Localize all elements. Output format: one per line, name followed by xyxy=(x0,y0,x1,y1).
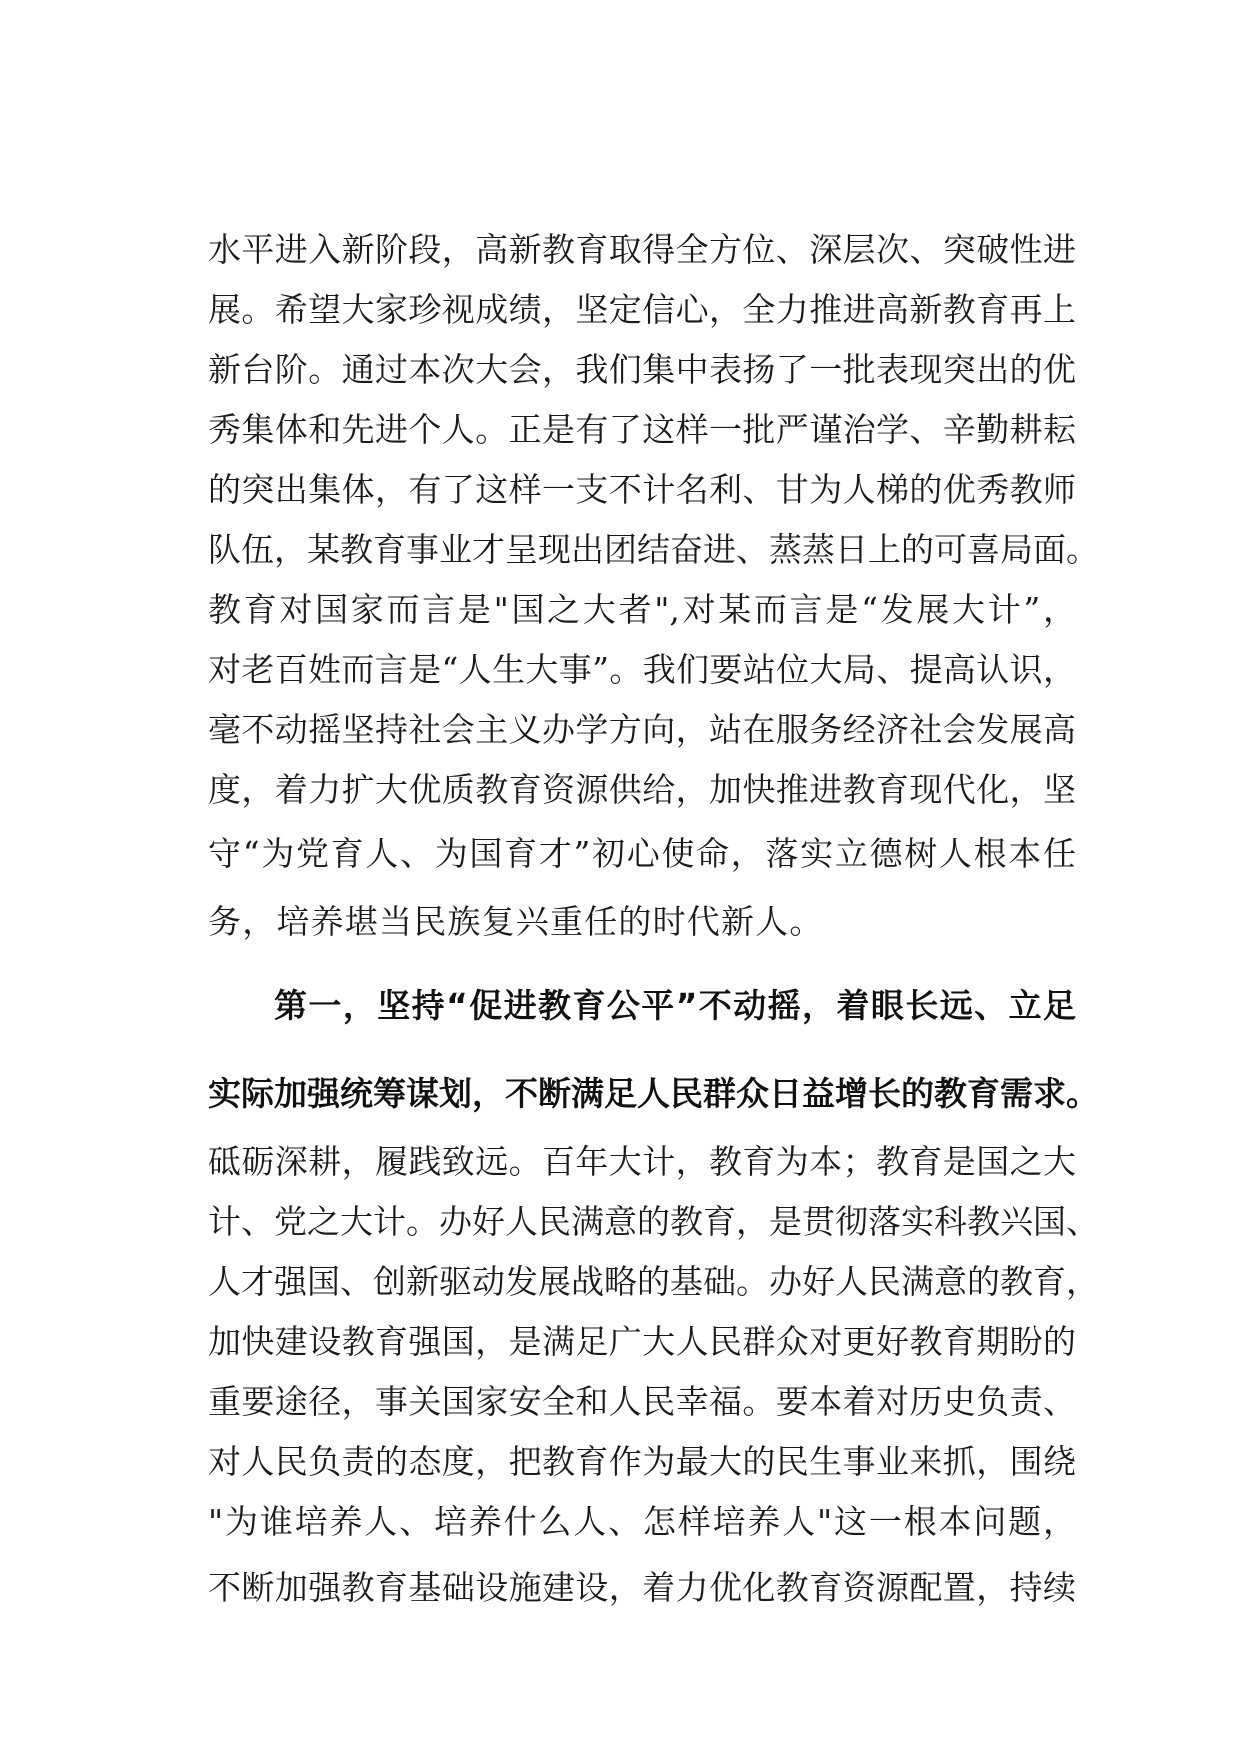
body-text-line: 重要途径，事关国家安全和人民幸福。要本着对历史负责、 xyxy=(208,1382,1076,1421)
body-text-line: 展。希望大家珍视成绩，坚定信心，全力推进高新教育再上 xyxy=(208,290,1076,329)
body-text-line: 加快建设教育强国，是满足广大人民群众对更好教育期盼的 xyxy=(208,1322,1076,1361)
body-text-line: 不断加强教育基础设施建设，着力优化教育资源配置，持续 xyxy=(208,1568,1076,1607)
body-text-line: 新台阶。通过本次大会，我们集中表扬了一批表现突出的优 xyxy=(208,350,1076,389)
section-heading-line: 实际加强统筹谋划，不断满足人民群众日益增长的教育需求。 xyxy=(208,1074,1099,1113)
body-text-line: "为谁培养人、培养什么人、怎样培养人"这一根本问题， xyxy=(208,1502,1076,1541)
body-text-line: 计、党之大计。办好人民满意的教育，是贯彻落实科教兴国、 xyxy=(208,1202,1099,1241)
body-text-line: 人才强国、创新驱动发展战略的基础。办好人民满意的教育， xyxy=(208,1262,1099,1301)
body-text-line: 务，培养堪当民族复兴重任的时代新人。 xyxy=(208,902,824,941)
body-text-line: 的突出集体，有了这样一支不计名利、甘为人梯的优秀教师 xyxy=(208,470,1076,509)
body-text-line: 守“为党育人、为国育才”初心使命，落实立德树人根本任 xyxy=(208,834,1076,873)
body-text-line: 水平进入新阶段，高新教育取得全方位、深层次、突破性进 xyxy=(208,230,1076,269)
body-text-line: 教育对国家而言是"国之大者",对某而言是“发展大计”， xyxy=(208,590,1076,629)
body-text-line: 度，着力扩大优质教育资源供给，加快推进教育现代化，坚 xyxy=(208,770,1076,809)
body-text-line: 对人民负责的态度，把教育作为最大的民生事业来抓，围绕 xyxy=(208,1442,1076,1481)
body-text-line: 砥砺深耕，履践致远。百年大计，教育为本；教育是国之大 xyxy=(208,1142,1076,1181)
section-heading-line: 第一，坚持“促进教育公平”不动摇，着眼长远、立足 xyxy=(274,986,1076,1025)
body-text-line: 毫不动摇坚持社会主义办学方向，站在服务经济社会发展高 xyxy=(208,710,1076,749)
body-text-line: 队伍，某教育事业才呈现出团结奋进、蒸蒸日上的可喜局面。 xyxy=(208,530,1099,569)
body-text-line: 秀集体和先进个人。正是有了这样一批严谨治学、辛勤耕耘 xyxy=(208,410,1076,449)
body-text-line: 对老百姓而言是“人生大事”。我们要站位大局、提高认识， xyxy=(208,650,1076,689)
